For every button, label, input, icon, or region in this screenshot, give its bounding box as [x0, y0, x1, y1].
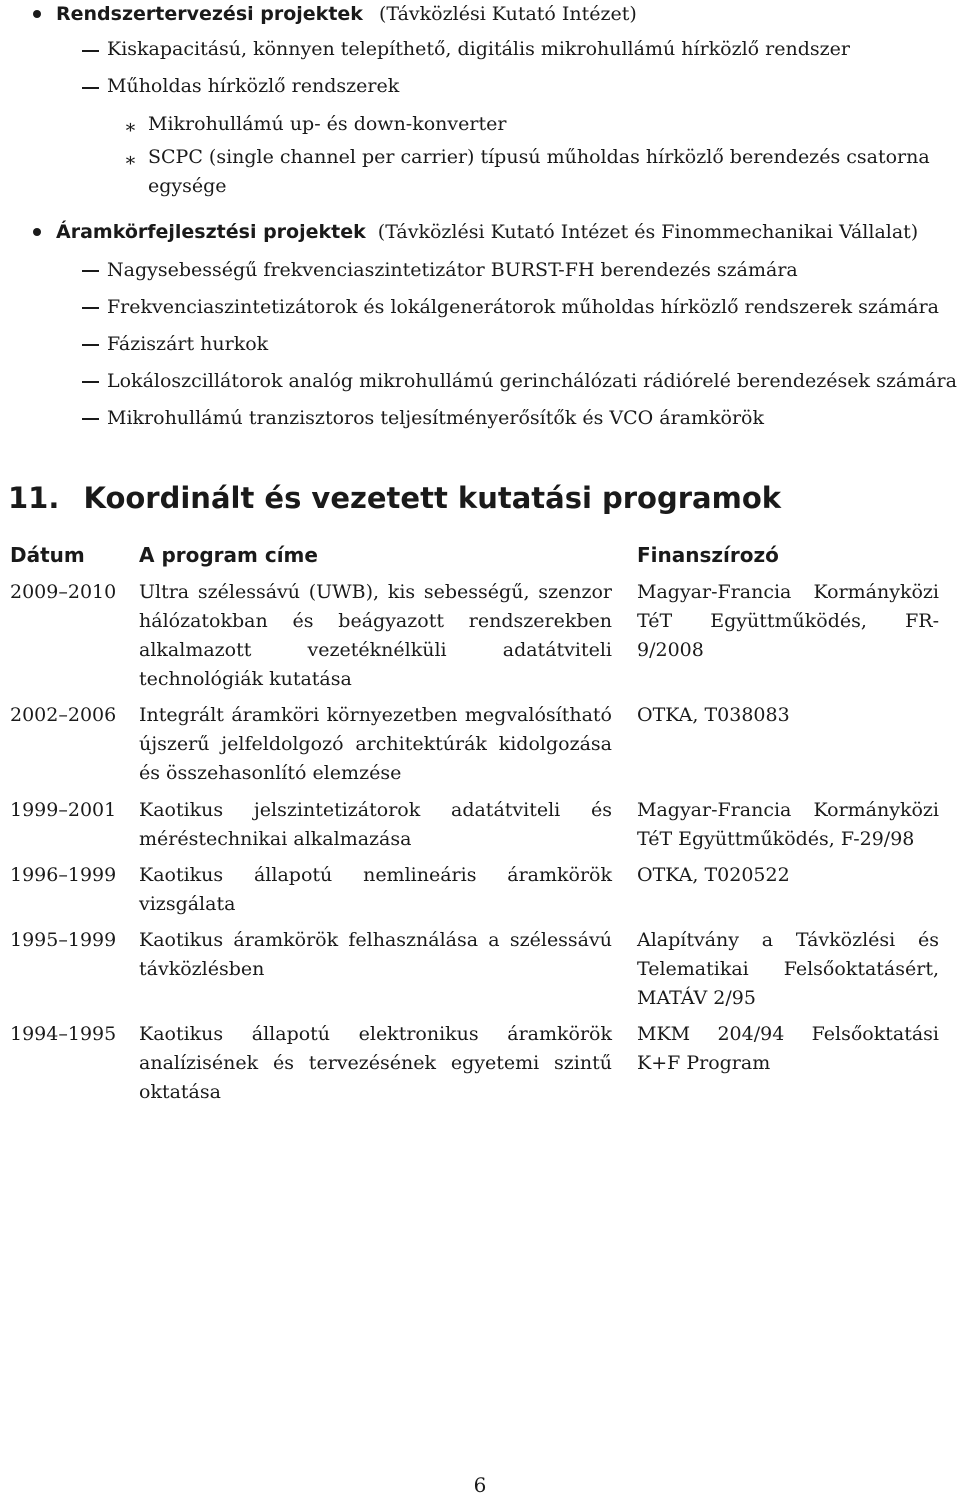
row-program: Ultra szélessávú (UWB), kis sebességű, szenzor hálózatokban és beágyazott rendszerekben alkalmazott vezetéknélküli adatátviteli technológiák kutatása — [139, 581, 612, 690]
project-item: Műholdas hírközlő rendszerek — [107, 75, 400, 97]
row-funder: Magyar-Francia Kormányközi TéT Együttműködés, F-29/98 — [637, 799, 939, 850]
row-funder: MKM 204/94 Felsőoktatási K+F Program — [637, 1023, 939, 1074]
dash-marker — [82, 87, 99, 89]
row-funder: OTKA, T020522 — [637, 864, 790, 886]
project-item: Frekvenciaszintetizátorok és lokálgenerátorok műholdas hírközlő rendszerek számára — [107, 296, 940, 318]
project-title: Áramkörfejlesztési projektek — [56, 221, 366, 243]
asterisk-marker: ∗ — [124, 149, 137, 171]
row-funder: Magyar-Francia Kormányközi TéT Együttműködés, FR-9/2008 — [637, 581, 939, 661]
row-program: Integrált áramköri környezetben megvalósítható újszerű jelfeldolgozó architektúrák kidolgozása és összehasonlító elemzése — [139, 704, 612, 784]
project-item: Fáziszárt hurkok — [107, 333, 269, 355]
row-program: Kaotikus állapotú elektronikus áramkörök analízisének és tervezésének egyetemi szintű oktatása — [139, 1023, 612, 1103]
column-header-date: Dátum — [10, 543, 85, 567]
dash-marker — [82, 344, 99, 346]
row-funder: Alapítvány a Távközlési és Telematikai Felsőoktatásért, MATÁV 2/95 — [637, 929, 939, 1009]
project-heading — [56, 218, 918, 247]
bullet-dot — [33, 228, 41, 236]
bullet-dot — [33, 10, 41, 18]
page-number: 6 — [473, 1473, 487, 1497]
row-date: 1996–1999 — [10, 864, 117, 886]
asterisk-marker: ∗ — [124, 116, 137, 138]
project-subitem-continuation: egysége — [148, 175, 227, 197]
dash-marker — [82, 270, 99, 272]
column-header-funder: Finanszírozó — [637, 543, 779, 567]
project-item: Lokáloszcillátorok analóg mikrohullámú gerinchálózati rádiórelé berendezések számára — [107, 370, 957, 392]
row-program: Kaotikus jelszintetizátorok adatátviteli és méréstechnikai alkalmazása — [139, 799, 612, 850]
project-org: (Távközlési Kutató Intézet) — [378, 3, 637, 25]
row-date: 1994–1995 — [10, 1023, 117, 1045]
project-title: Rendszertervezési projektek — [56, 3, 363, 25]
row-funder: OTKA, T038083 — [637, 704, 790, 726]
project-heading — [56, 0, 637, 29]
project-subitem: Mikrohullámú up- és down-konverter — [148, 113, 507, 135]
section-title: Koordinált és vezetett kutatási programok — [83, 481, 782, 515]
section-number: 11. — [8, 481, 60, 515]
dash-marker — [82, 418, 99, 420]
project-item: Mikrohullámú tranzisztoros teljesítményerősítők és VCO áramkörök — [107, 407, 764, 429]
project-subitem: SCPC (single channel per carrier) típusú műholdas hírközlő berendezés csatorna — [148, 146, 930, 168]
row-program: Kaotikus áramkörök felhasználása a szélessávú távközlésben — [139, 929, 612, 980]
project-item: Nagysebességű frekvenciaszintetizátor BURST-FH berendezés számára — [107, 259, 798, 281]
section-heading — [8, 480, 781, 516]
row-date: 1995–1999 — [10, 929, 117, 951]
dash-marker — [82, 381, 99, 383]
row-date: 2009–2010 — [10, 581, 117, 603]
project-item: Kiskapacitású, könnyen telepíthető, digitális mikrohullámú hírközlő rendszer — [107, 38, 850, 60]
row-program: Kaotikus állapotú nemlineáris áramkörök vizsgálata — [139, 864, 612, 915]
dash-marker — [82, 307, 99, 309]
row-date: 2002–2006 — [10, 704, 117, 726]
dash-marker — [82, 50, 99, 52]
column-header-program: A program címe — [139, 543, 318, 567]
project-org: (Távközlési Kutató Intézet és Finommechanikai Vállalat) — [377, 221, 919, 243]
row-date: 1999–2001 — [10, 799, 117, 821]
